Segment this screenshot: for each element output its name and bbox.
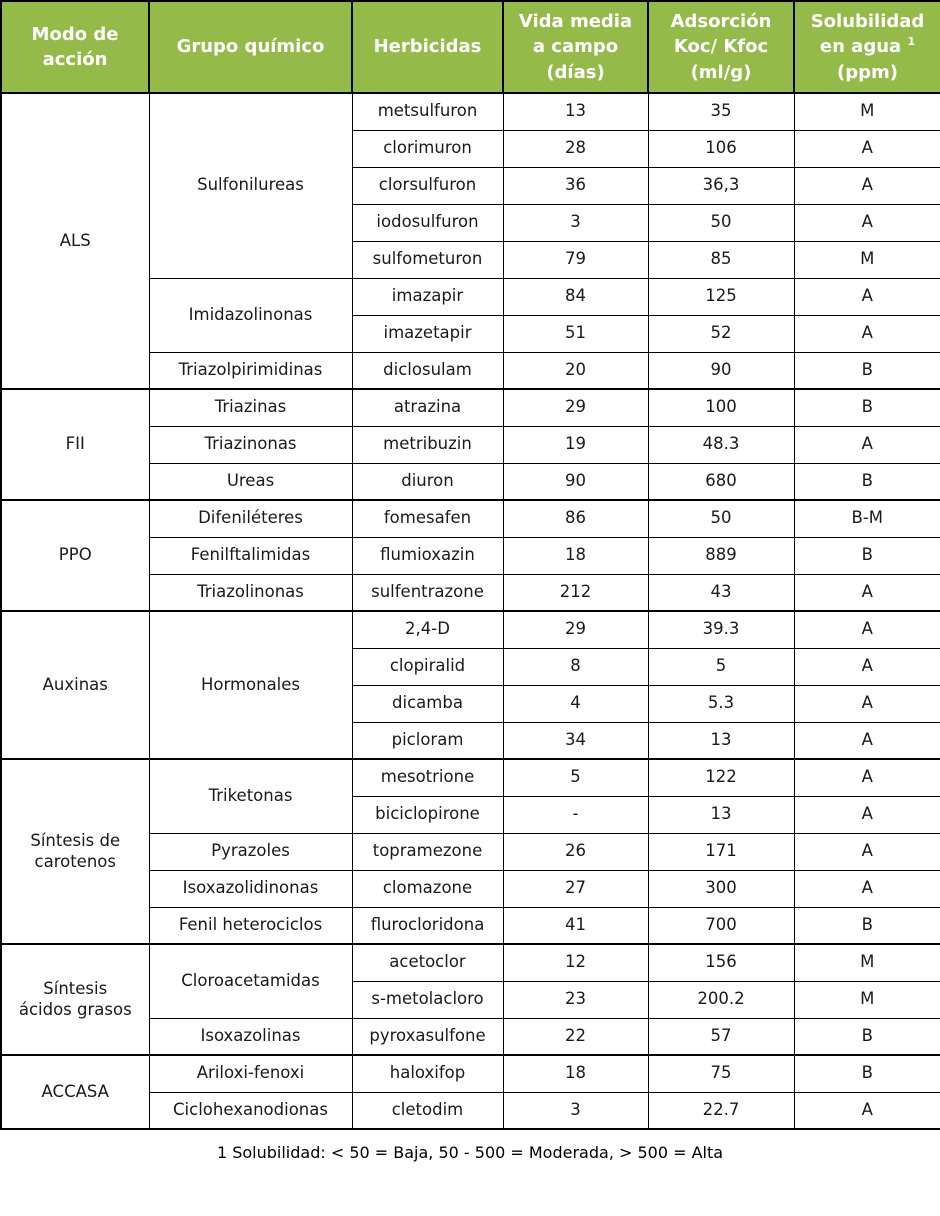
vida-media-cell: 27: [503, 870, 648, 907]
vida-media-cell: 23: [503, 981, 648, 1018]
vida-media-cell: 28: [503, 130, 648, 167]
table-row: [1, 944, 940, 981]
header-line: (ml/g): [690, 61, 752, 83]
grupo-cell: Ciclohexanodionas: [149, 1092, 352, 1129]
grupo-cell: Triazinas: [149, 389, 352, 426]
grupo-cell: Pyrazoles: [149, 833, 352, 870]
solubilidad-cell: A: [794, 759, 940, 796]
vida-media-cell: 41: [503, 907, 648, 944]
grupo-cell: Triazinonas: [149, 426, 352, 463]
solubilidad-cell: B: [794, 1018, 940, 1055]
vida-media-cell: 18: [503, 537, 648, 574]
vida-media-cell: 12: [503, 944, 648, 981]
koc-cell: 43: [648, 574, 794, 611]
modo-cell: ALS: [1, 93, 149, 389]
solubilidad-cell: A: [794, 833, 940, 870]
grupo-cell: Fenilftalimidas: [149, 537, 352, 574]
solubilidad-cell: A: [794, 870, 940, 907]
solubilidad-cell: A: [794, 574, 940, 611]
koc-cell: 100: [648, 389, 794, 426]
koc-cell: 106: [648, 130, 794, 167]
vida-media-cell: -: [503, 796, 648, 833]
koc-cell: 22.7: [648, 1092, 794, 1129]
vida-media-cell: 19: [503, 426, 648, 463]
herbicida-cell: fomesafen: [352, 500, 503, 537]
koc-cell: 122: [648, 759, 794, 796]
koc-cell: 52: [648, 315, 794, 352]
header-line: acción: [42, 49, 108, 70]
herbicida-cell: acetoclor: [352, 944, 503, 981]
vida-media-cell: 18: [503, 1055, 648, 1092]
vida-media-cell: 13: [503, 93, 648, 130]
herbicida-cell: topramezone: [352, 833, 503, 870]
koc-cell: 156: [648, 944, 794, 981]
solubilidad-cell: B: [794, 1055, 940, 1092]
vida-media-cell: 4: [503, 685, 648, 722]
koc-cell: 75: [648, 1055, 794, 1092]
col-header-modo-de-accion: [1, 1, 149, 93]
koc-cell: 50: [648, 500, 794, 537]
grupo-cell: Difeniléteres: [149, 500, 352, 537]
vida-media-cell: 84: [503, 278, 648, 315]
koc-cell: 171: [648, 833, 794, 870]
solubilidad-cell: A: [794, 611, 940, 648]
vida-media-cell: 26: [503, 833, 648, 870]
header-line: Grupo químico: [176, 36, 325, 58]
table-header-row: [1, 1, 940, 93]
koc-cell: 13: [648, 722, 794, 759]
modo-cell: ACCASA: [1, 1055, 149, 1129]
solubilidad-cell: A: [794, 204, 940, 241]
grupo-cell: Imidazolinonas: [149, 278, 352, 352]
vida-media-cell: 86: [503, 500, 648, 537]
vida-media-cell: 90: [503, 463, 648, 500]
herbicida-cell: metribuzin: [352, 426, 503, 463]
solubilidad-cell: A: [794, 722, 940, 759]
solubilidad-cell: B: [794, 352, 940, 389]
solubilidad-cell: M: [794, 944, 940, 981]
vida-media-cell: 3: [503, 204, 648, 241]
col-header-herbicidas: [352, 1, 503, 93]
modo-cell: Síntesis de carotenos: [1, 759, 149, 944]
col-header-adsorcion: [648, 1, 794, 93]
header-line: Solubilidad: [810, 11, 925, 33]
grupo-cell: Fenil heterociclos: [149, 907, 352, 944]
herbicida-cell: flumioxazin: [352, 537, 503, 574]
herbicida-cell: iodosulfuron: [352, 204, 503, 241]
col-header-vida-media: [503, 1, 648, 93]
koc-cell: 13: [648, 796, 794, 833]
koc-cell: 57: [648, 1018, 794, 1055]
solubilidad-cell: A: [794, 685, 940, 722]
col-header-grupo-quimico: [149, 1, 352, 93]
koc-cell: 90: [648, 352, 794, 389]
koc-cell: 889: [648, 537, 794, 574]
herbicida-cell: clomazone: [352, 870, 503, 907]
grupo-cell: Ureas: [149, 463, 352, 500]
herbicida-cell: cletodim: [352, 1092, 503, 1129]
table-row: [1, 500, 940, 537]
solubilidad-cell: A: [794, 278, 940, 315]
header-line: (ppm): [837, 61, 898, 83]
koc-cell: 680: [648, 463, 794, 500]
solubilidad-cell: A: [794, 648, 940, 685]
herbicida-cell: clorsulfuron: [352, 167, 503, 204]
grupo-cell: Cloroacetamidas: [149, 944, 352, 1018]
herbicida-cell: sulfometuron: [352, 241, 503, 278]
koc-cell: 700: [648, 907, 794, 944]
grupo-cell: Ariloxi-fenoxi: [149, 1055, 352, 1092]
modo-cell: Síntesis ácidos grasos: [1, 944, 149, 1055]
vida-media-cell: 29: [503, 611, 648, 648]
grupo-cell: Isoxazolidinonas: [149, 870, 352, 907]
solubilidad-cell: M: [794, 981, 940, 1018]
vida-media-cell: 8: [503, 648, 648, 685]
solubilidad-cell: A: [794, 796, 940, 833]
col-header-solubilidad: [794, 1, 940, 93]
koc-cell: 36,3: [648, 167, 794, 204]
herbicida-cell: diclosulam: [352, 352, 503, 389]
table-row: [1, 93, 940, 130]
koc-cell: 300: [648, 870, 794, 907]
grupo-cell: Hormonales: [149, 611, 352, 759]
grupo-cell: Triketonas: [149, 759, 352, 833]
table-row: [1, 389, 940, 426]
grupo-cell: Triazolinonas: [149, 574, 352, 611]
grupo-cell: Triazolpirimidinas: [149, 352, 352, 389]
herbicida-cell: imazetapir: [352, 315, 503, 352]
herbicida-cell: haloxifop: [352, 1055, 503, 1092]
koc-cell: 5.3: [648, 685, 794, 722]
modo-cell: Auxinas: [1, 611, 149, 759]
herbicida-cell: dicamba: [352, 685, 503, 722]
koc-cell: 125: [648, 278, 794, 315]
modo-cell: PPO: [1, 500, 149, 611]
vida-media-cell: 22: [503, 1018, 648, 1055]
vida-media-cell: 34: [503, 722, 648, 759]
herbicida-cell: flurocloridona: [352, 907, 503, 944]
koc-cell: 200.2: [648, 981, 794, 1018]
koc-cell: 39.3: [648, 611, 794, 648]
solubilidad-cell: B-M: [794, 500, 940, 537]
herbicida-cell: pyroxasulfone: [352, 1018, 503, 1055]
solubilidad-cell: M: [794, 93, 940, 130]
herbicida-cell: s-metolacloro: [352, 981, 503, 1018]
vida-media-cell: 36: [503, 167, 648, 204]
herbicida-cell: clorimuron: [352, 130, 503, 167]
herbicida-cell: sulfentrazone: [352, 574, 503, 611]
header-line: (días): [546, 61, 605, 83]
koc-cell: 85: [648, 241, 794, 278]
herbicida-cell: atrazina: [352, 389, 503, 426]
grupo-cell: Sulfonilureas: [149, 93, 352, 278]
solubilidad-cell: B: [794, 463, 940, 500]
koc-cell: 35: [648, 93, 794, 130]
vida-media-cell: 29: [503, 389, 648, 426]
table-row: [1, 759, 940, 796]
modo-cell: FII: [1, 389, 149, 500]
herbicida-cell: picloram: [352, 722, 503, 759]
footnote: 1 Solubilidad: < 50 = Baja, 50 - 500 = Moderada, > 500 = Alta: [216, 1143, 724, 1162]
solubilidad-cell: A: [794, 167, 940, 204]
table-row: [1, 1055, 940, 1092]
header-line: Herbicidas: [373, 36, 482, 58]
solubilidad-cell: M: [794, 241, 940, 278]
herbicida-cell: mesotrione: [352, 759, 503, 796]
solubilidad-cell: B: [794, 907, 940, 944]
grupo-cell: Isoxazolinas: [149, 1018, 352, 1055]
solubilidad-cell: A: [794, 426, 940, 463]
vida-media-cell: 3: [503, 1092, 648, 1129]
solubilidad-cell: A: [794, 130, 940, 167]
header-line: Modo de: [31, 23, 119, 45]
vida-media-cell: 212: [503, 574, 648, 611]
herbicida-cell: imazapir: [352, 278, 503, 315]
vida-media-cell: 51: [503, 315, 648, 352]
table-row: [1, 611, 940, 648]
vida-media-cell: 20: [503, 352, 648, 389]
header-line: en agua $^1$: [819, 35, 916, 58]
solubilidad-cell: B: [794, 389, 940, 426]
header-line: a campo: [532, 36, 619, 58]
koc-cell: 5: [648, 648, 794, 685]
herbicida-cell: 2,4-D: [352, 611, 503, 648]
vida-media-cell: 5: [503, 759, 648, 796]
header-line: Vida media: [518, 11, 633, 33]
koc-cell: 50: [648, 204, 794, 241]
header-line: Adsorción: [670, 11, 772, 33]
vida-media-cell: 79: [503, 241, 648, 278]
solubilidad-cell: A: [794, 1092, 940, 1129]
herbicida-cell: biciclopirone: [352, 796, 503, 833]
header-line: Koc/ Kfoc: [673, 36, 769, 58]
herbicida-cell: clopiralid: [352, 648, 503, 685]
footnote-marker: 1: [907, 35, 916, 49]
solubilidad-cell: B: [794, 537, 940, 574]
herbicida-cell: diuron: [352, 463, 503, 500]
koc-cell: 48.3: [648, 426, 794, 463]
herbicida-cell: metsulfuron: [352, 93, 503, 130]
solubilidad-cell: A: [794, 315, 940, 352]
